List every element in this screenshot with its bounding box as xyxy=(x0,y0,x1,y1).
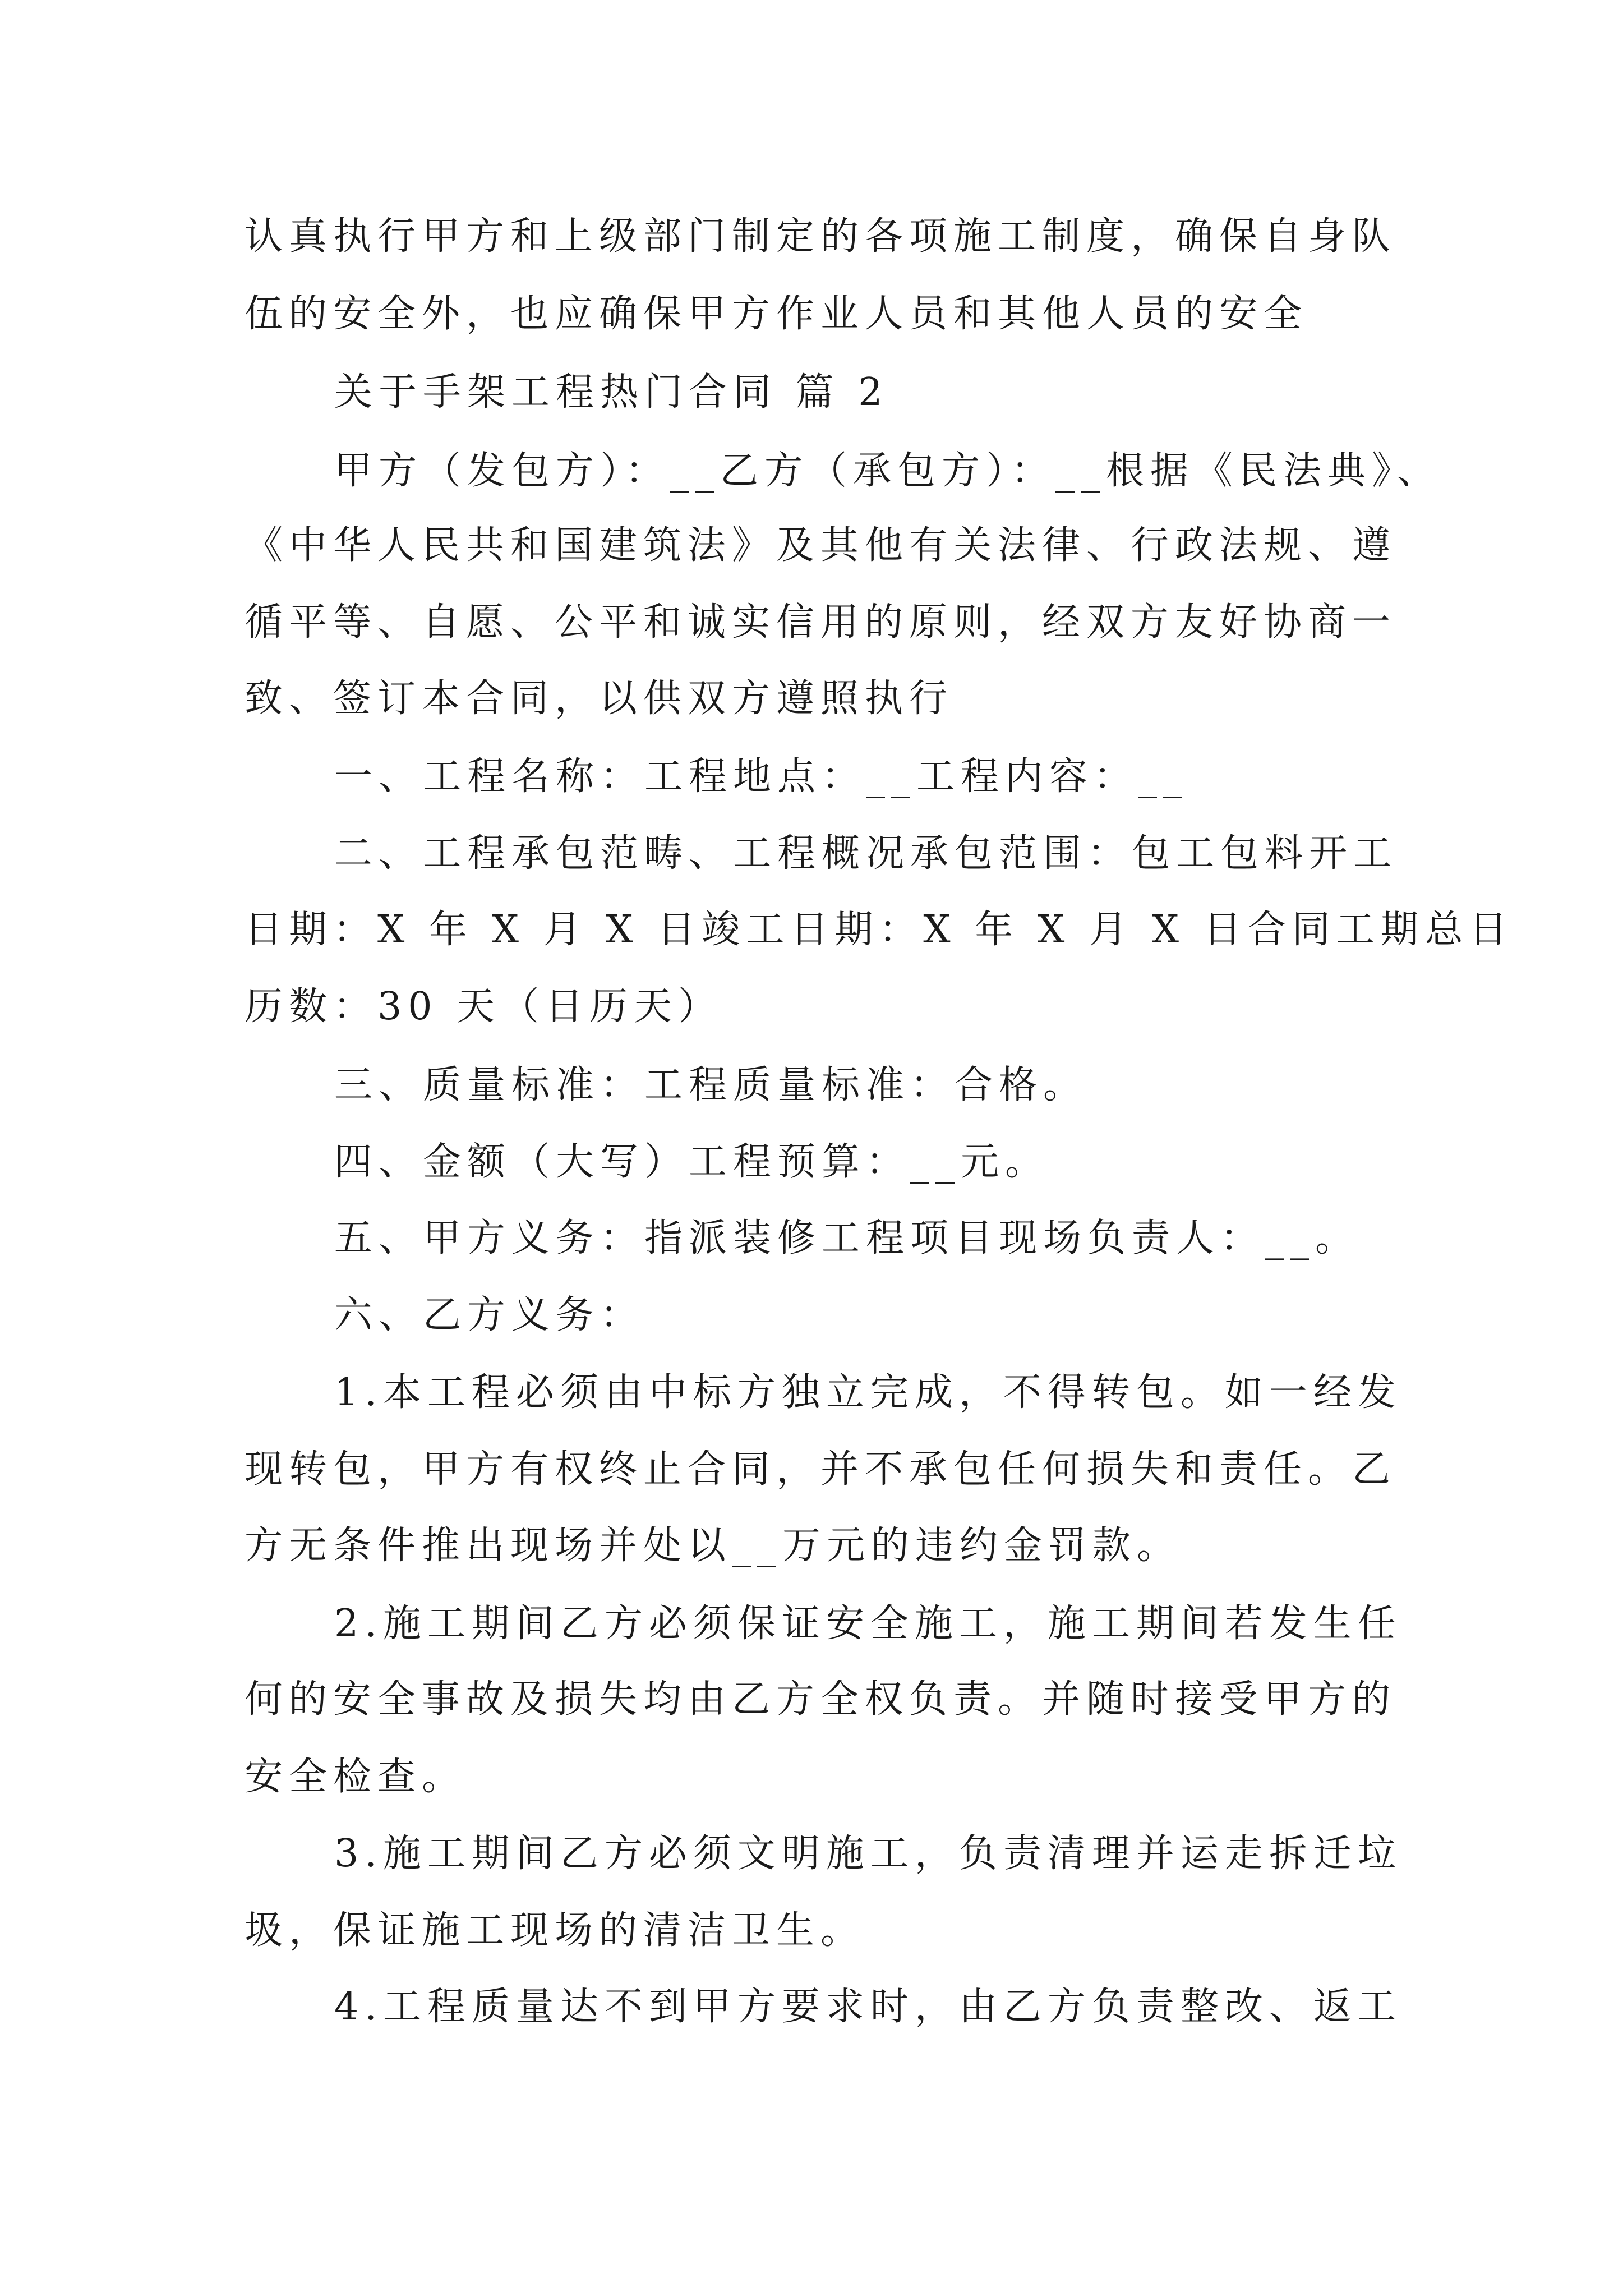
text-line: 三、质量标准：工程质量标准：合格。 xyxy=(334,1063,1088,1107)
text-line: 日期：X 年 X 月 X 日竣工日期：X 年 X 月 X 日合同工期总日 xyxy=(245,908,1514,952)
section-heading: 关于手架工程热门合同 篇 2 xyxy=(334,370,889,415)
text-line: 方无条件推出现场并处以__万元的违约金罚款。 xyxy=(245,1524,1182,1568)
text-line: 现转包，甲方有权终止合同，并不承包任何损失和责任。乙 xyxy=(245,1447,1397,1492)
text-line: 循平等、自愿、公平和诚实信用的原则，经双方友好协商一 xyxy=(245,600,1397,645)
text-line: 圾，保证施工现场的清洁卫生。 xyxy=(245,1908,865,1953)
text-line: 六、乙方义务： xyxy=(334,1293,645,1337)
text-line: 1.本工程必须由中标方独立完成，不得转包。如一经发 xyxy=(334,1370,1402,1415)
text-line: 何的安全事故及损失均由乙方全权负责。并随时接受甲方的 xyxy=(245,1677,1397,1722)
text-line: 2.施工期间乙方必须保证安全施工，施工期间若发生任 xyxy=(334,1602,1402,1646)
text-line: 4.工程质量达不到甲方要求时，由乙方负责整改、返工 xyxy=(334,1985,1402,2029)
text-line: 3.施工期间乙方必须文明施工，负责清理并运走拆迁垃 xyxy=(334,1832,1402,1876)
text-line: 四、金额（大写）工程预算：__元。 xyxy=(334,1140,1050,1184)
text-line: 甲方（发包方）：__乙方（承包方）：__根据《民法典》、 xyxy=(334,449,1442,493)
text-line: 历数：30 天（日历天） xyxy=(245,984,723,1029)
text-line: 伍的安全外，也应确保甲方作业人员和其他人员的安全 xyxy=(245,292,1308,336)
text-line: 五、甲方义务：指派装修工程项目现场负责人：__。 xyxy=(334,1216,1360,1260)
text-line: 二、工程承包范畴、工程概况承包范围：包工包料开工 xyxy=(334,831,1398,876)
text-line: 安全检查。 xyxy=(245,1755,467,1799)
text-line: 致、签订本合同，以供双方遵照执行 xyxy=(245,677,954,721)
text-line: 《中华人民共和国建筑法》及其他有关法律、行政法规、遵 xyxy=(245,523,1397,568)
text-line: 认真执行甲方和上级部门制定的各项施工制度，确保自身队 xyxy=(245,214,1397,259)
text-line: 一、工程名称：工程地点：__工程内容：__ xyxy=(334,754,1189,799)
